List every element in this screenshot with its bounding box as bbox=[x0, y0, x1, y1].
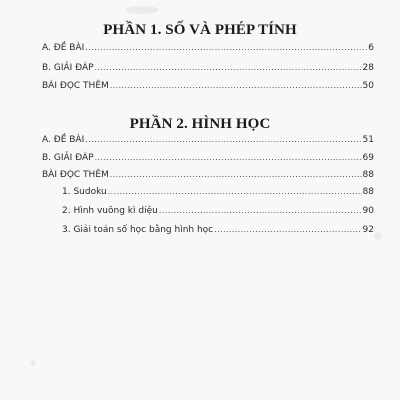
toc-subentry[interactable] bbox=[62, 186, 374, 198]
toc-subentry-page: 92 bbox=[362, 225, 374, 235]
toc-subentry-page: 90 bbox=[362, 206, 374, 216]
toc-entry-label: A. ĐỀ BÀI bbox=[42, 43, 85, 53]
leader-dots bbox=[159, 205, 362, 217]
toc-entry-page: 28 bbox=[362, 63, 374, 73]
leader-dots bbox=[85, 134, 361, 146]
toc-subentry-page: 88 bbox=[362, 187, 374, 197]
toc-entry-label: A. ĐỀ BÀI bbox=[42, 135, 85, 145]
leader-dots bbox=[110, 80, 362, 92]
leader-dots bbox=[108, 186, 362, 198]
leader-dots bbox=[95, 62, 362, 74]
leader-dots bbox=[95, 152, 362, 164]
part-1-title: PHẦN 1. SỐ VÀ PHÉP TÍNH bbox=[103, 22, 297, 38]
part-2-title: PHẦN 2. HÌNH HỌC bbox=[129, 116, 271, 132]
toc-entry[interactable] bbox=[42, 134, 374, 146]
toc-entry-label: B. GIẢI ĐÁP bbox=[42, 153, 94, 163]
toc-entry-page: 50 bbox=[362, 81, 374, 91]
toc-entry[interactable] bbox=[42, 152, 374, 164]
toc-entry-page: 51 bbox=[362, 135, 374, 145]
leader-dots bbox=[85, 42, 367, 54]
leader-dots bbox=[110, 169, 362, 181]
toc-entry[interactable] bbox=[42, 62, 374, 74]
toc-subentry[interactable] bbox=[62, 224, 374, 236]
toc-entry-label: BÀI ĐỌC THÊM bbox=[42, 170, 109, 180]
toc-entry-label: B. GIẢI ĐÁP bbox=[42, 63, 94, 73]
toc-entry[interactable] bbox=[42, 169, 374, 181]
toc-entry-label: BÀI ĐỌC THÊM bbox=[42, 81, 109, 91]
scan-smudge bbox=[30, 360, 36, 366]
toc-entry-page: 6 bbox=[368, 43, 374, 53]
toc-entry-page: 69 bbox=[362, 153, 374, 163]
toc-subentry-label: 2. Hình vuông kì diệu bbox=[62, 206, 158, 216]
toc-entry-page: 88 bbox=[362, 170, 374, 180]
toc-subentry-label: 1. Sudoku bbox=[62, 187, 107, 197]
leader-dots bbox=[214, 224, 361, 236]
toc-entry[interactable] bbox=[42, 42, 374, 54]
toc-subentry[interactable] bbox=[62, 205, 374, 217]
toc-subentry-label: 3. Giải toán số học bằng hình học bbox=[62, 225, 214, 235]
scan-smudge bbox=[125, 6, 159, 14]
toc-entry[interactable] bbox=[42, 80, 374, 92]
scan-smudge bbox=[374, 232, 382, 240]
